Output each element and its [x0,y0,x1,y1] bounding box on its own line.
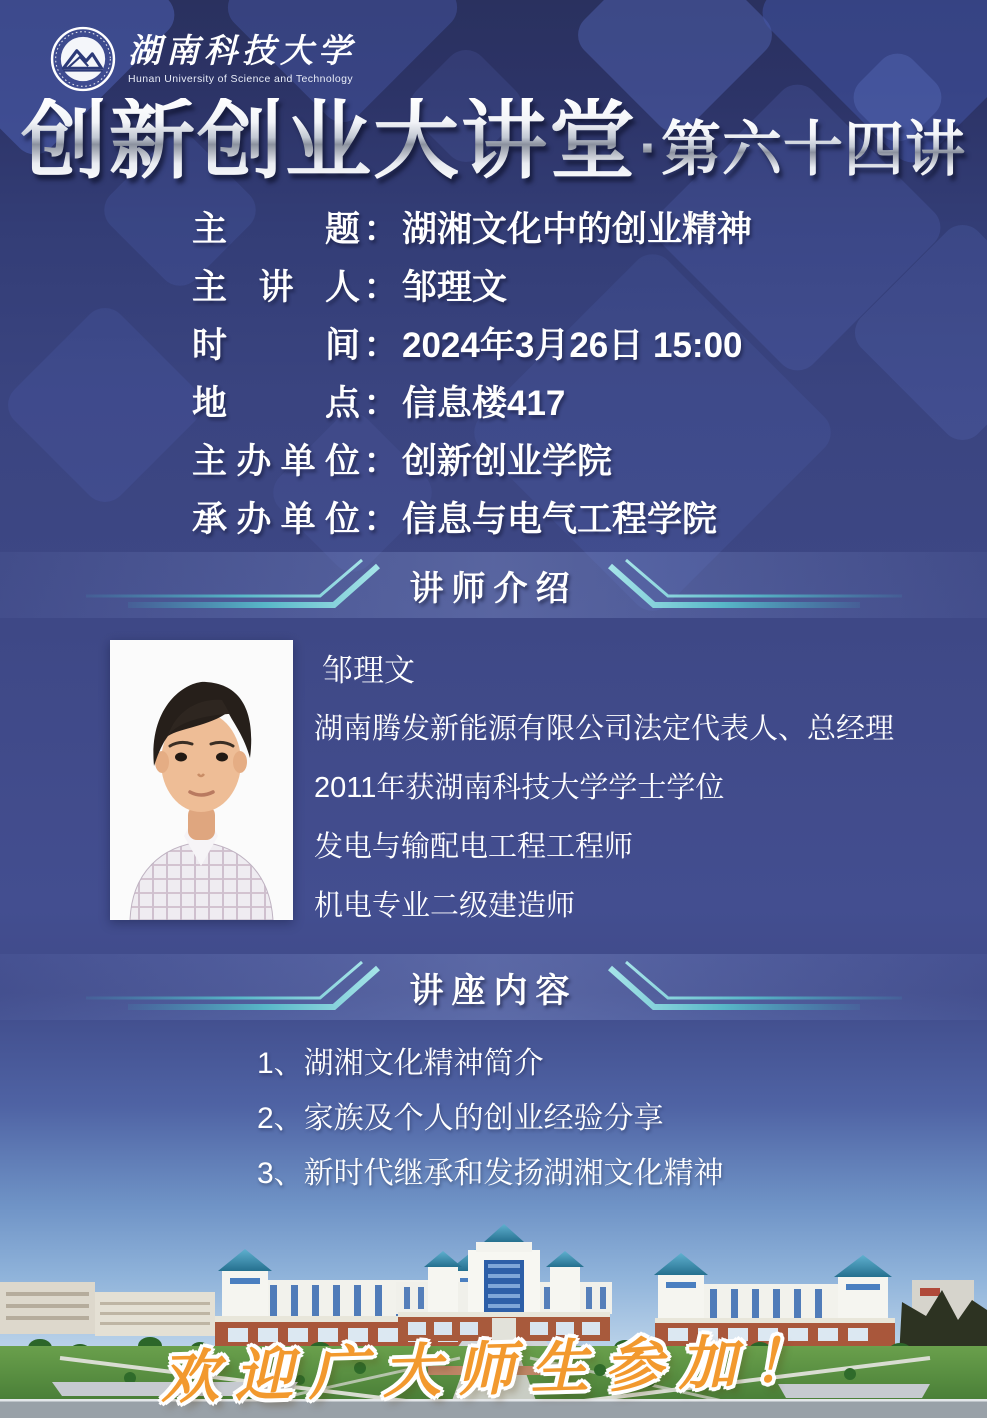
info-label: 主办单位 [192,442,360,481]
teal-slash-lines-icon [84,556,384,614]
bio-line: 发电与输配电工程工程师 [314,831,634,863]
university-name-en: Hunan University of Science and Technology [128,72,353,85]
topic-list [257,1036,724,1201]
info-row-speaker [192,259,752,317]
info-value: 湖湘文化中的创业精神 [402,210,753,249]
info-row-topic [192,201,752,259]
title-separator: · [637,112,661,184]
info-label: 承办单位 [192,500,360,539]
university-logo-block [50,26,356,92]
section-header-lecture-content [0,954,987,1020]
teal-slash-lines-icon [604,958,904,1016]
info-row-organizer [192,433,752,491]
info-row-location [192,375,752,433]
info-label: 主讲人 [192,268,360,307]
topic-item: 3、新时代继承和发扬湖湘文化精神 [257,1157,724,1190]
teal-slash-lines-icon [84,958,384,1016]
university-seal-icon [50,26,116,92]
info-value: 信息楼417 [402,384,566,423]
info-colon: ： [363,326,399,365]
info-value: 邹理文 [402,268,508,307]
info-colon: ： [363,442,399,481]
info-row-time [192,317,752,375]
info-colon: ： [363,500,399,539]
info-label: 地点 [192,384,360,423]
bio-line: 湖南腾发新能源有限公司法定代表人、总经理 [314,713,895,745]
info-row-co-organizer [192,491,752,549]
speaker-photo [110,640,293,920]
info-value: 信息与电气工程学院 [402,500,718,539]
event-info-list [192,201,752,549]
info-label: 时间 [192,326,360,365]
university-name-zh: 湖南科技大学 [128,31,356,71]
info-label: 主题 [192,210,360,249]
speaker-name: 邹理文 [322,653,415,688]
info-value: 创新创业学院 [402,442,613,481]
bio-line: 2011年获湖南科技大学学士学位 [314,772,725,804]
section-title: 讲师介绍 [409,569,578,608]
speaker-bio [314,642,954,936]
info-colon: ： [363,384,399,423]
topic-item: 1、湖湘文化精神简介 [257,1047,544,1080]
poster-title [0,93,987,189]
info-colon: ： [363,210,399,249]
section-header-speaker-intro [0,552,987,618]
title-main: 创新创业大讲堂 [21,93,637,189]
welcome-text: 欢迎广大师生参加！ [159,1326,828,1412]
bio-line: 机电专业二级建造师 [314,890,576,922]
speaker-portrait-illustration [110,640,293,920]
teal-slash-lines-icon [604,556,904,614]
topic-item: 2、家族及个人的创业经验分享 [257,1102,664,1135]
info-colon: ： [363,268,399,307]
section-title: 讲座内容 [409,971,578,1010]
info-value: 2024年3月26日 15:00 [402,326,743,365]
title-session: 第六十四讲 [660,116,966,183]
